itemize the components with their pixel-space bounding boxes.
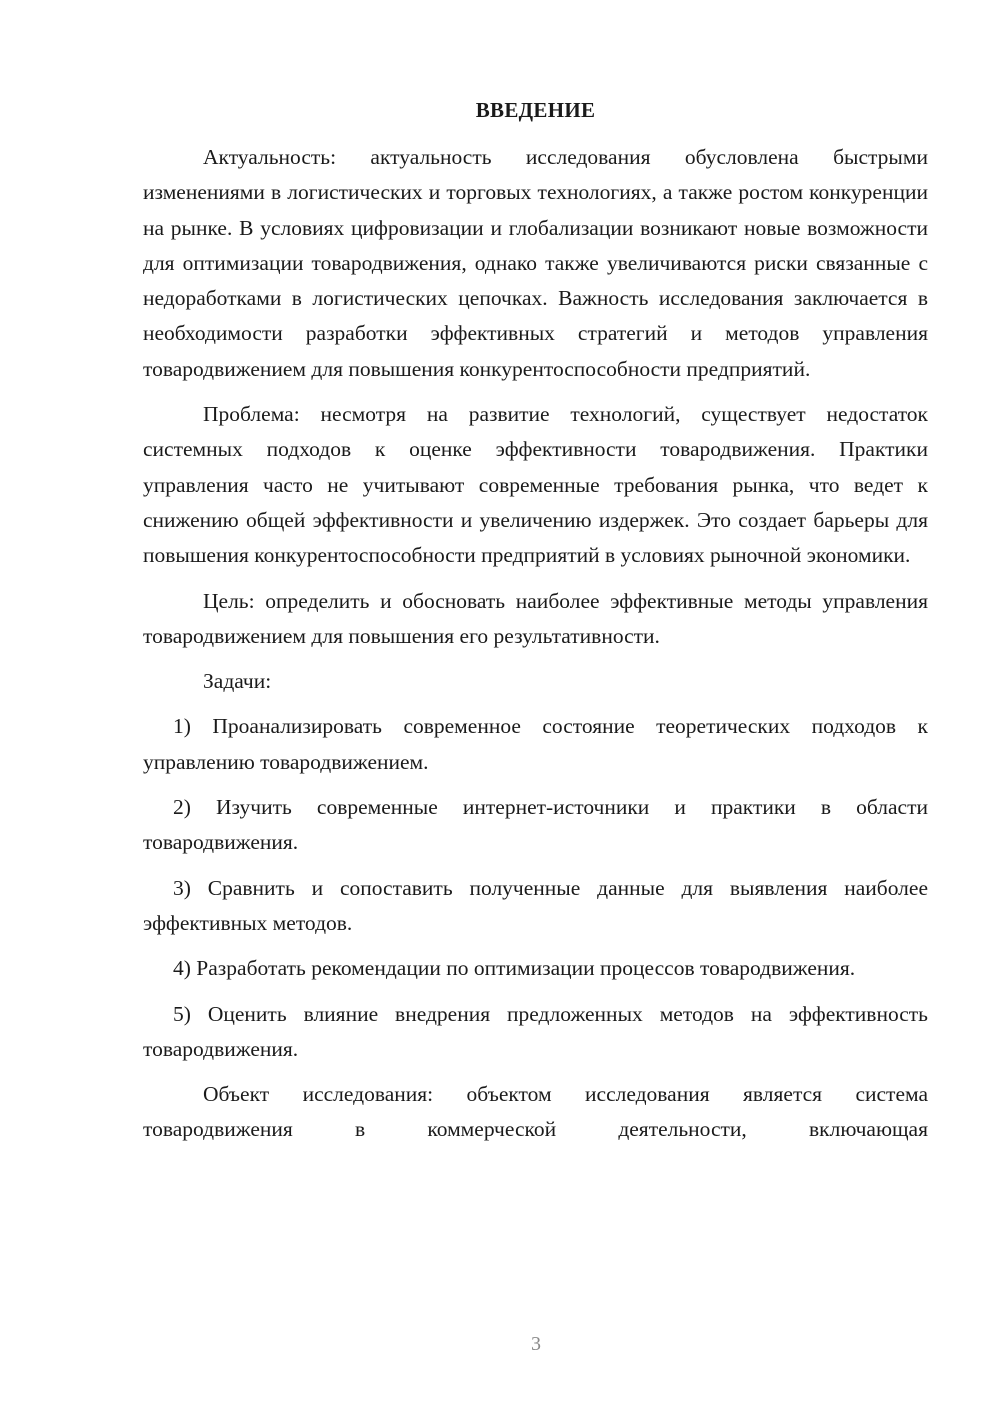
tasks-label: Задачи:: [203, 669, 272, 694]
paragraph-object: Объект исследования: объектом исследования является система товародвижения в коммерческой деятельности, включающая: [143, 1082, 928, 1142]
task-item-4: 4) Разработать рекомендации по оптимизации процессов товародвижения.: [173, 956, 856, 981]
task-item-3: 3) Сравнить и сопоставить полученные данные для выявления наиболее эффективных методов.: [143, 875, 928, 935]
task-item-1: 1) Проанализировать современное состояние теоретических подходов к управлению товародвижением.: [143, 714, 928, 774]
task-item-2: 2) Изучить современные интернет-источники и практики в области товародвижения.: [143, 795, 928, 855]
paragraph-relevance: Актуальность: актуальность исследования обусловлена быстрыми изменениями в логистических и торговых технологиях, а также ростом конкуренции на рынке. В условиях цифровизации и глобализации возникают новые возможности для оптимизации товародвижения, однако также увеличиваются риски связанные с недоработками в логистических цепочках. Важность исследования заключается в необходимости разработки эффективных стратегий и методов управления товародвижением для повышения конкурентоспособности предприятий.: [143, 145, 928, 381]
paragraph-problem: Проблема: несмотря на развитие технологий, существует недостаток системных подходов к оценке эффективности товародвижения. Практики управления часто не учитывают современные требования рынка, что ведет к снижению общей эффективности и увеличению издержек. Это создает барьеры для повышения конкурентоспособности предприятий в условиях рыночной экономики.: [143, 402, 928, 568]
document-body: [143, 140, 928, 1148]
paragraph-goal: Цель: определить и обосновать наиболее эффективные методы управления товародвижением для повышения его результативности.: [143, 588, 928, 648]
page-number: 3: [531, 1333, 541, 1355]
task-item-5: 5) Оценить влияние внедрения предложенных методов на эффективность товародвижения.: [143, 1001, 928, 1061]
section-heading: ВВЕДЕНИЕ: [475, 98, 596, 122]
